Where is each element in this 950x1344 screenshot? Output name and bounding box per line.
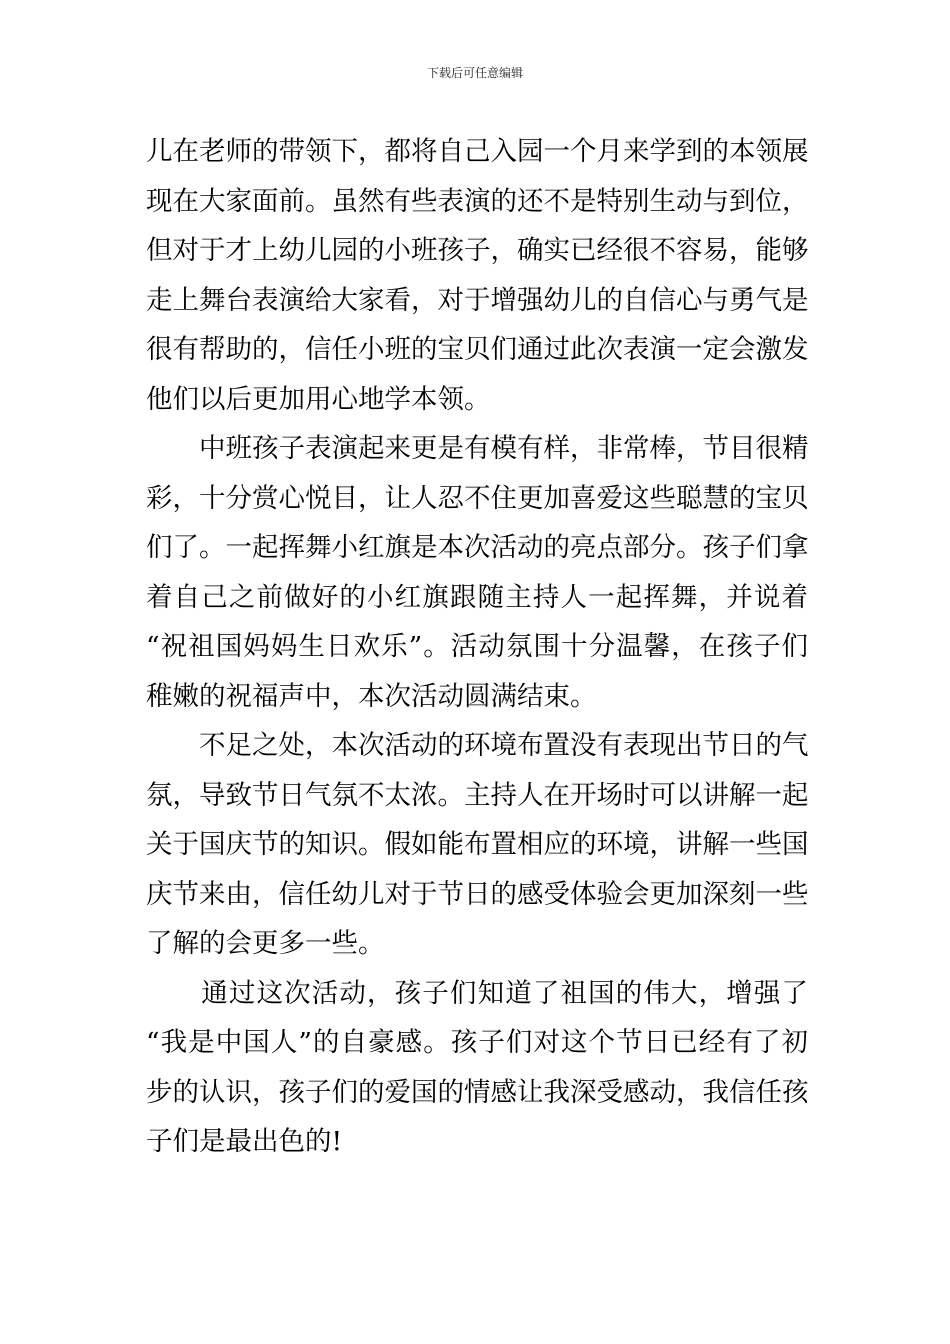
paragraph bbox=[146, 127, 808, 424]
text-line: 稚嫩的祝福声中，本次活动圆满结束。 bbox=[146, 680, 597, 712]
text-line: 儿在老师的带领下，都将自己入园一个月来学到的本领展 bbox=[146, 136, 809, 167]
text-line: 们了。一起挥舞小红旗是本次活动的亮点部分。孩子们拿 bbox=[146, 532, 809, 563]
text-line: 彩，十分赏心悦目，让人忍不住更加喜爱这些聪慧的宝贝 bbox=[146, 482, 809, 514]
text-line: “我是中国人”的自豪感。孩子们对这个节日已经有了初 bbox=[146, 1027, 808, 1058]
text-line: “祝祖国妈妈生日欢乐”。活动氛围十分温馨，在孩子们 bbox=[146, 631, 808, 662]
paragraph bbox=[146, 424, 808, 721]
text-line: 不足之处，本次活动的环境布置没有表现出节日的气 bbox=[146, 730, 809, 761]
text-line: 通过这次活动，孩子们知道了祖国的伟大，增强了 bbox=[146, 977, 808, 1009]
text-line: 但对于才上幼儿园的小班孩子，确实已经很不容易，能够 bbox=[146, 235, 809, 266]
text-line: 很有帮助的，信任小班的宝贝们通过此次表演一定会激发 bbox=[146, 334, 809, 365]
text-line: 氛，导致节日气氛不太浓。主持人在开场时可以讲解一起 bbox=[146, 779, 809, 811]
text-line: 庆节来由，信任幼儿对于节日的感受体验会更加深刻一些 bbox=[146, 878, 809, 910]
page-header: 下载后可任意编辑 bbox=[426, 66, 523, 80]
text-line: 着自己之前做好的小红旗跟随主持人一起挥舞，并说着 bbox=[146, 581, 808, 613]
text-line: 现在大家面前。虽然有些表演的还不是特别生动与到位， bbox=[146, 185, 809, 217]
text-line: 走上舞台表演给大家看，对于增强幼儿的自信心与勇气是 bbox=[146, 284, 809, 316]
document-body bbox=[146, 127, 808, 1167]
paragraph bbox=[146, 969, 808, 1167]
text-line: 了解的会更多一些。 bbox=[146, 928, 385, 959]
text-line: 中班孩子表演起来更是有模有样，非常棒，节目很精 bbox=[146, 433, 809, 464]
text-line: 步的认识，孩子们的爱国的情感让我深受感动，我信任孩 bbox=[146, 1076, 809, 1108]
text-line: 子们是最出色的! bbox=[146, 1126, 343, 1157]
paragraph bbox=[146, 721, 808, 969]
text-line: 他们以后更加用心地学本领。 bbox=[146, 383, 491, 415]
text-line: 关于国庆节的知识。假如能布置相应的环境，讲解一些国 bbox=[146, 829, 809, 860]
